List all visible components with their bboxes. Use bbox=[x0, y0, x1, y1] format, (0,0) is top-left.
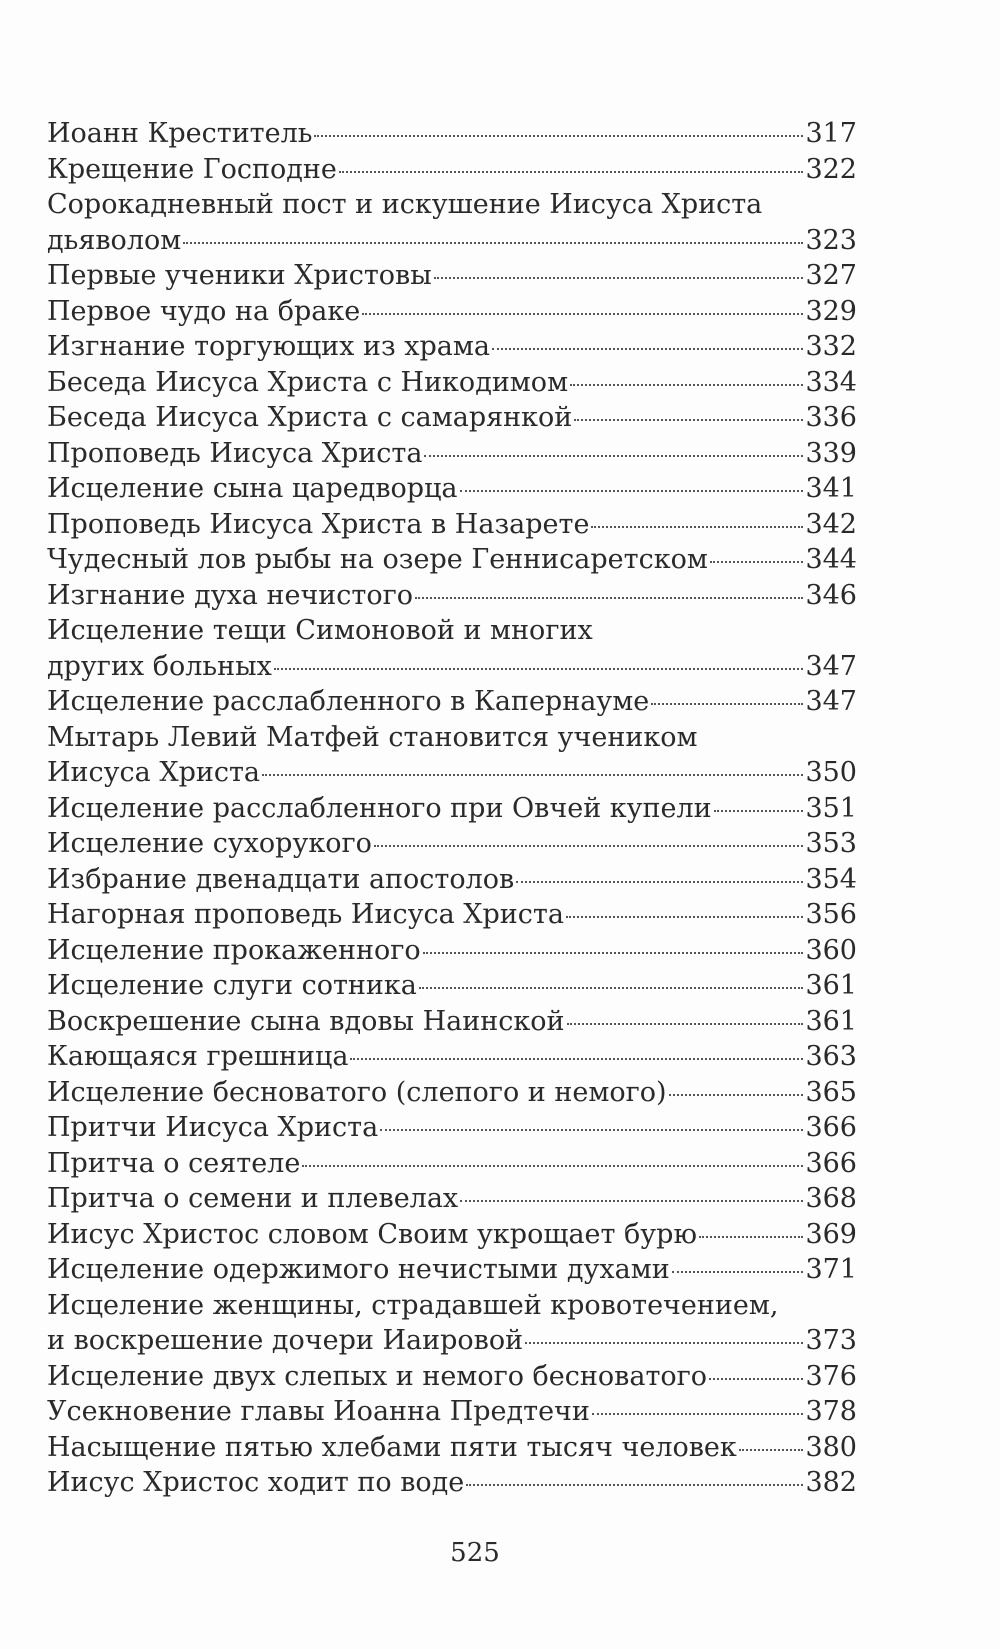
toc-entry bbox=[47, 400, 857, 436]
dot-leader bbox=[460, 490, 804, 492]
toc-entry-title: Притча о сеятеле bbox=[47, 1147, 301, 1179]
toc-entry bbox=[47, 1394, 857, 1430]
dot-leader bbox=[672, 1271, 804, 1273]
toc-entry bbox=[47, 152, 857, 188]
toc-entry bbox=[47, 862, 857, 898]
toc-entry-title: Притча о семени и плевелах bbox=[47, 1183, 459, 1214]
toc-entry-title-line: Исцеление женщины, страдавшей кровотечением, bbox=[47, 1289, 779, 1321]
toc-entry-page-number: 322 bbox=[805, 153, 857, 185]
toc-entry-line bbox=[47, 365, 857, 401]
dot-leader bbox=[374, 845, 804, 847]
toc-entry-line bbox=[47, 897, 857, 933]
toc-entry-page-number: 366 bbox=[805, 1147, 857, 1179]
toc-entry-page-number: 334 bbox=[805, 366, 857, 398]
toc-entry-title: Усекновение главы Иоанна Предтечи bbox=[47, 1396, 590, 1427]
toc-entry-title-line: Мытарь Левий Матфей становится учеником bbox=[47, 721, 698, 753]
toc-entry-title: Исцеление одержимого нечистыми духами bbox=[47, 1254, 670, 1285]
toc-entry-page-number: 344 bbox=[805, 544, 857, 575]
toc-entry bbox=[47, 116, 857, 152]
dot-leader bbox=[302, 1165, 803, 1167]
toc-entry-line bbox=[47, 755, 857, 791]
dot-leader bbox=[699, 1236, 803, 1238]
dot-leader bbox=[350, 1058, 803, 1060]
toc-entry-title: Насыщение пятью хлебами пяти тысяч человек bbox=[47, 1431, 737, 1463]
dot-leader bbox=[466, 1484, 803, 1486]
toc-entry bbox=[47, 436, 857, 472]
dot-leader bbox=[362, 313, 803, 315]
toc-entry-page-number: 317 bbox=[805, 118, 857, 149]
toc-entry bbox=[47, 1039, 857, 1075]
toc-entry-line bbox=[47, 507, 857, 543]
toc-entry-title: Исцеление сына царедворца bbox=[47, 473, 458, 504]
toc-entry-page-number: 351 bbox=[805, 792, 857, 824]
dot-leader bbox=[567, 1023, 804, 1025]
toc-entry-title: Проповедь Иисуса Христа в Назарете bbox=[47, 508, 590, 540]
toc-entry-line bbox=[47, 1394, 857, 1430]
toc-entry bbox=[47, 1004, 857, 1040]
toc-entry-title: Исцеление прокаженного bbox=[47, 934, 421, 966]
toc-entry bbox=[47, 933, 857, 969]
toc-entry-line bbox=[47, 471, 857, 507]
toc-entry-title: Исцеление слуги сотника bbox=[47, 970, 417, 1001]
toc-entry-line bbox=[47, 862, 857, 898]
toc-entry-title: Исцеление сухорукого bbox=[47, 828, 372, 859]
toc-entry-line bbox=[47, 152, 857, 188]
toc-entry-title: Изгнание духа нечистого bbox=[47, 579, 414, 611]
toc-entry-line bbox=[47, 1075, 857, 1111]
toc-entry-title: Исцеление бесноватого (слепого и немого) bbox=[47, 1076, 667, 1108]
toc-entry bbox=[47, 365, 857, 401]
toc-entry-page-number: 369 bbox=[805, 1218, 857, 1250]
toc-entry-title: Притчи Иисуса Христа bbox=[47, 1112, 379, 1143]
toc-entry-page-number: 329 bbox=[805, 295, 857, 327]
dot-leader bbox=[183, 242, 803, 244]
toc-entry bbox=[47, 471, 857, 507]
page-number: 525 bbox=[450, 1538, 500, 1568]
toc-entry-line bbox=[47, 1039, 857, 1075]
toc-entry-page-number: 366 bbox=[805, 1112, 857, 1143]
toc-entry-line bbox=[47, 1146, 857, 1182]
toc-entry-line bbox=[47, 258, 857, 294]
toc-entry-title: Чудесный лов рыбы на озере Геннисаретском bbox=[47, 544, 708, 575]
dot-leader bbox=[423, 952, 804, 954]
toc-entry bbox=[47, 542, 857, 578]
toc-entry-line bbox=[47, 223, 857, 259]
toc-entry-title: и воскрешение дочери Иаировой bbox=[47, 1325, 524, 1356]
toc-entry-page-number: 327 bbox=[805, 260, 857, 291]
toc-entry-line bbox=[47, 400, 857, 436]
toc-entry-title: Иисус Христос ходит по воде bbox=[47, 1467, 465, 1498]
toc-entry bbox=[47, 684, 857, 720]
dot-leader bbox=[592, 1413, 804, 1415]
toc-entry-title: дьяволом bbox=[47, 224, 182, 256]
toc-entry-page-number: 341 bbox=[805, 473, 857, 504]
toc-entry-line bbox=[47, 1430, 857, 1466]
dot-leader bbox=[424, 455, 803, 457]
toc-entry bbox=[47, 720, 857, 791]
toc-entry-page-number: 360 bbox=[805, 934, 857, 966]
toc-entry-page-number: 380 bbox=[805, 1431, 857, 1463]
toc-entry-page-number: 363 bbox=[805, 1041, 857, 1072]
toc-entry-title: Первое чудо на браке bbox=[47, 295, 361, 327]
toc-entry-page-number: 373 bbox=[805, 1325, 857, 1356]
dot-leader bbox=[262, 774, 803, 776]
toc-entry bbox=[47, 613, 857, 684]
dot-leader bbox=[709, 1378, 803, 1380]
toc-entry-line bbox=[47, 436, 857, 472]
dot-leader bbox=[460, 1200, 803, 1202]
toc-entry-page-number: 361 bbox=[805, 1005, 857, 1037]
toc-entry-title-line: Сорокадневный пост и искушение Иисуса Христа bbox=[47, 189, 763, 220]
toc-entry-title: Беседа Иисуса Христа с Никодимом bbox=[47, 366, 569, 398]
toc-entry-line bbox=[47, 329, 857, 365]
toc-entry-title: других больных bbox=[47, 650, 272, 682]
toc-entry-page-number: 356 bbox=[805, 899, 857, 930]
dot-leader bbox=[669, 1094, 804, 1096]
toc-entry-line bbox=[47, 1359, 857, 1395]
toc-entry-line bbox=[47, 1181, 857, 1217]
toc-entry-page-number: 339 bbox=[805, 437, 857, 469]
toc-entry-line bbox=[47, 933, 857, 969]
toc-entry bbox=[47, 826, 857, 862]
toc-entry bbox=[47, 791, 857, 827]
toc-entry bbox=[47, 897, 857, 933]
toc-entry-line bbox=[47, 791, 857, 827]
toc-entry bbox=[47, 294, 857, 330]
toc-entry bbox=[47, 578, 857, 614]
toc-entry-line bbox=[47, 1252, 857, 1288]
toc-entry-title: Беседа Иисуса Христа с самарянкой bbox=[47, 402, 573, 433]
toc-entry-page-number: 347 bbox=[805, 686, 857, 717]
toc-entry-line bbox=[47, 1465, 857, 1501]
toc-entry bbox=[47, 1288, 857, 1359]
dot-leader bbox=[492, 348, 803, 350]
toc-entry-title: Исцеление расслабленного при Овчей купели bbox=[47, 792, 712, 824]
dot-leader bbox=[714, 810, 804, 812]
toc-entry-page-number: 368 bbox=[805, 1183, 857, 1214]
toc-entry-line bbox=[47, 1217, 857, 1253]
toc-entry-title: Воскрешение сына вдовы Наинской bbox=[47, 1005, 565, 1037]
dot-leader bbox=[339, 171, 804, 173]
toc-entry bbox=[47, 329, 857, 365]
toc-entry-page-number: 347 bbox=[805, 650, 857, 682]
toc-entry-title: Кающаяся грешница bbox=[47, 1041, 349, 1072]
toc-entry-page-number: 353 bbox=[805, 828, 857, 859]
toc-entry-line bbox=[47, 968, 857, 1004]
toc-entry-line bbox=[47, 1323, 857, 1359]
toc-entry bbox=[47, 968, 857, 1004]
toc-entry-page-number: 378 bbox=[805, 1396, 857, 1427]
toc-entry-title: Иисуса Христа bbox=[47, 757, 261, 788]
dot-leader bbox=[739, 1449, 804, 1451]
toc-entry-page-number: 350 bbox=[805, 757, 857, 788]
dot-leader bbox=[570, 384, 803, 386]
dot-leader bbox=[710, 561, 804, 563]
toc-entry-page-number: 346 bbox=[805, 579, 857, 611]
toc-entry-page-number: 342 bbox=[805, 508, 857, 540]
toc-entry bbox=[47, 187, 857, 258]
toc-entry-line bbox=[47, 649, 857, 685]
toc-entry bbox=[47, 1110, 857, 1146]
toc-entry-line bbox=[47, 1110, 857, 1146]
toc-entry bbox=[47, 1252, 857, 1288]
toc-entry bbox=[47, 1430, 857, 1466]
dot-leader bbox=[380, 1129, 803, 1131]
toc-entry-title: Крещение Господне bbox=[47, 153, 337, 185]
toc-entry bbox=[47, 1217, 857, 1253]
toc-entry-line bbox=[47, 116, 857, 152]
toc-entry-title: Избрание двенадцати апостолов bbox=[47, 863, 515, 895]
dot-leader bbox=[574, 419, 803, 421]
dot-leader bbox=[274, 668, 804, 670]
toc-entry bbox=[47, 1075, 857, 1111]
toc-entry-line bbox=[47, 1004, 857, 1040]
toc-entry bbox=[47, 258, 857, 294]
toc-entry-page-number: 365 bbox=[805, 1076, 857, 1108]
toc-entry-title: Иоанн Креститель bbox=[47, 118, 313, 149]
toc-entry bbox=[47, 507, 857, 543]
dot-leader bbox=[516, 881, 803, 883]
dot-leader bbox=[525, 1342, 803, 1344]
toc-entry-page-number: 332 bbox=[805, 331, 857, 362]
toc-entry-title-line: Исцеление тещи Симоновой и многих bbox=[47, 615, 593, 646]
table-of-contents bbox=[47, 116, 857, 1501]
toc-entry-title: Исцеление двух слепых и немого бесноватого bbox=[47, 1360, 708, 1392]
toc-entry-page-number: 376 bbox=[805, 1360, 857, 1392]
toc-entry bbox=[47, 1181, 857, 1217]
dot-leader bbox=[566, 916, 804, 918]
toc-entry bbox=[47, 1146, 857, 1182]
toc-entry-page-number: 354 bbox=[805, 863, 857, 895]
toc-entry-page-number: 336 bbox=[805, 402, 857, 433]
toc-entry-line bbox=[47, 826, 857, 862]
toc-entry-title: Проповедь Иисуса Христа bbox=[47, 437, 423, 469]
toc-entry-title: Иисус Христос словом Своим укрощает бурю bbox=[47, 1218, 697, 1250]
toc-entry-page-number: 382 bbox=[805, 1467, 857, 1498]
dot-leader bbox=[419, 987, 804, 989]
toc-entry-line bbox=[47, 684, 857, 720]
toc-entry-line bbox=[47, 294, 857, 330]
dot-leader bbox=[314, 135, 803, 137]
toc-entry-page-number: 323 bbox=[805, 224, 857, 256]
toc-entry-page-number: 361 bbox=[805, 970, 857, 1001]
toc-entry bbox=[47, 1465, 857, 1501]
toc-entry bbox=[47, 1359, 857, 1395]
toc-entry-title: Первые ученики Христовы bbox=[47, 260, 432, 291]
toc-entry-title: Нагорная проповедь Иисуса Христа bbox=[47, 899, 564, 930]
dot-leader bbox=[415, 597, 803, 599]
toc-entry-page-number: 371 bbox=[805, 1254, 857, 1285]
toc-entry-title: Исцеление расслабленного в Капернауме bbox=[47, 686, 650, 717]
dot-leader bbox=[434, 277, 804, 279]
toc-entry-line bbox=[47, 578, 857, 614]
toc-entry-line bbox=[47, 542, 857, 578]
dot-leader bbox=[591, 526, 803, 528]
toc-entry-title: Изгнание торгующих из храма bbox=[47, 331, 490, 362]
dot-leader bbox=[651, 703, 803, 705]
